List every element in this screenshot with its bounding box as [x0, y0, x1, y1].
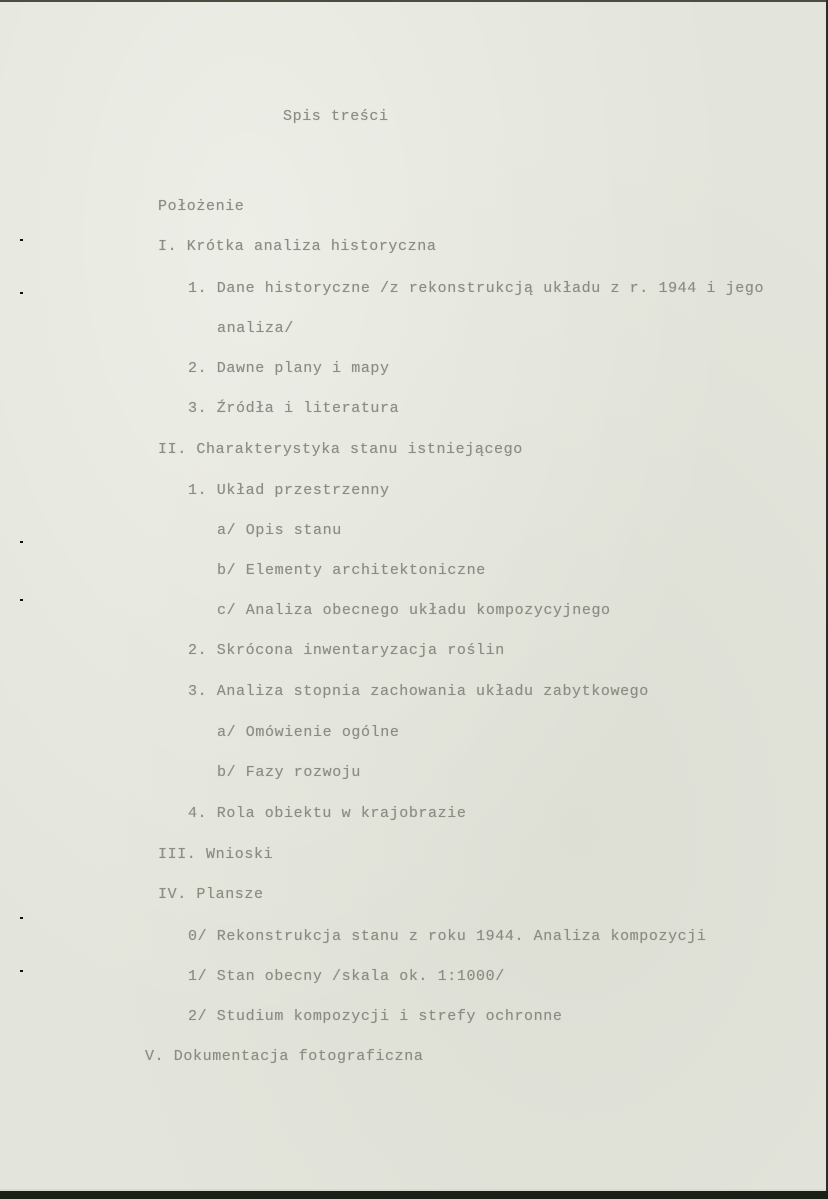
toc-item-ii-1-c: c/ Analiza obecnego układu kompozycyjnego: [217, 602, 611, 619]
toc-section-iii: III. Wnioski: [158, 846, 274, 863]
toc-section-i: I. Krótka analiza historyczna: [158, 238, 437, 255]
toc-item-ii-1: 1. Układ przestrzenny: [188, 482, 390, 499]
toc-section-ii: II. Charakterystyka stanu istniejącego: [158, 441, 523, 458]
toc-item-ii-2: 2. Skrócona inwentaryzacja roślin: [188, 642, 505, 659]
toc-item-ii-1-b: b/ Elementy architektoniczne: [217, 562, 486, 579]
page-title: Spis treści: [283, 108, 389, 125]
punch-mark: [20, 292, 23, 294]
punch-mark: [20, 917, 23, 919]
toc-item-iv-2: 2/ Studium kompozycji i strefy ochronne: [188, 1008, 563, 1025]
toc-item-iv-0: 0/ Rekonstrukcja stanu z roku 1944. Analiza kompozycji: [188, 928, 707, 945]
scan-edge-top: [0, 0, 828, 2]
toc-item-iv-1: 1/ Stan obecny /skala ok. 1:1000/: [188, 968, 505, 985]
punch-mark: [20, 239, 23, 241]
scan-edge-bottom: [0, 1191, 828, 1199]
toc-section-v: V. Dokumentacja fotograficzna: [145, 1048, 424, 1065]
toc-item-ii-3-b: b/ Fazy rozwoju: [217, 764, 362, 781]
toc-item-i-2: 2. Dawne plany i mapy: [188, 360, 390, 377]
punch-mark: [20, 599, 23, 601]
toc-entry-polozenie: Położenie: [158, 198, 245, 215]
toc-item-ii-1-a: a/ Opis stanu: [217, 522, 342, 539]
toc-item-i-1-continuation: analiza/: [217, 320, 294, 337]
punch-mark: [20, 541, 23, 543]
toc-item-ii-3-a: a/ Omówienie ogólne: [217, 724, 400, 741]
toc-item-ii-4: 4. Rola obiektu w krajobrazie: [188, 805, 467, 822]
toc-item-i-1: 1. Dane historyczne /z rekonstrukcją układu z r. 1944 i jego: [188, 280, 765, 297]
toc-section-iv: IV. Plansze: [158, 886, 264, 903]
punch-mark: [20, 970, 23, 972]
toc-item-ii-3: 3. Analiza stopnia zachowania układu zabytkowego: [188, 683, 649, 700]
toc-item-i-3: 3. Źródła i literatura: [188, 400, 400, 417]
